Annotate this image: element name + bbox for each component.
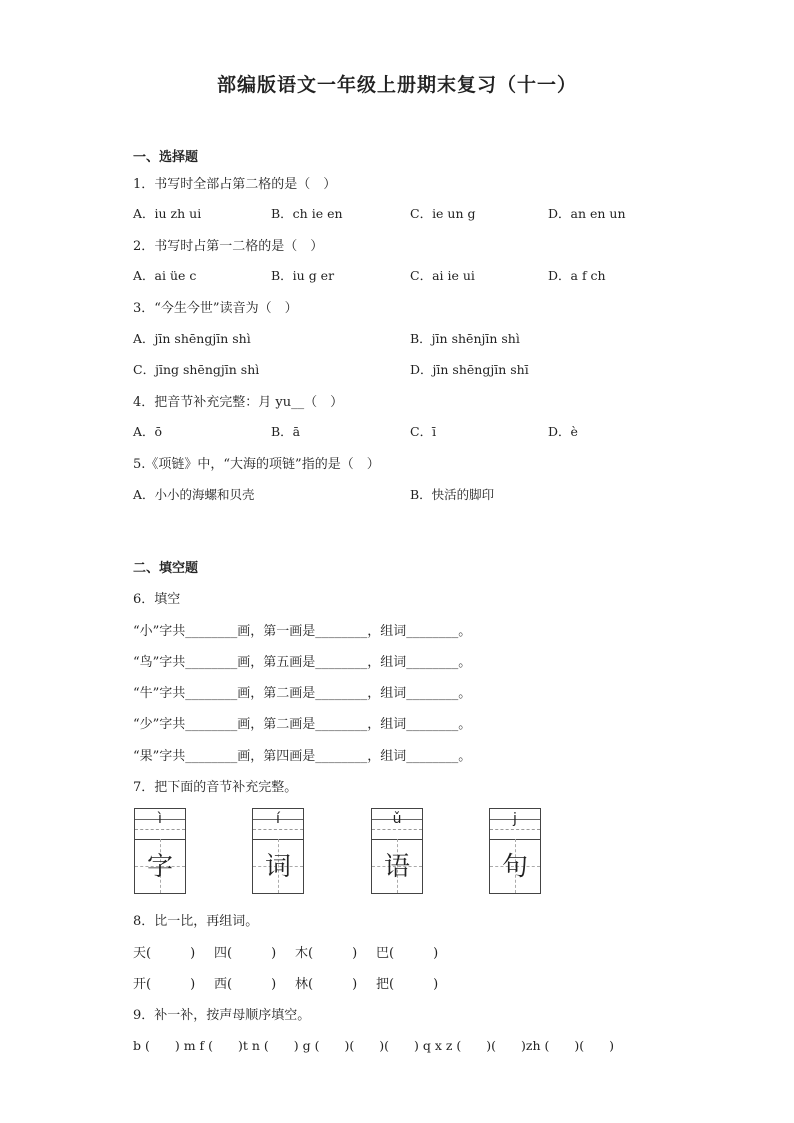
- section-heading-choice: 一、选择题: [133, 150, 199, 165]
- q4-option-b[interactable]: B．ā: [271, 424, 301, 439]
- q1-option-b[interactable]: B．ch ie en: [271, 206, 343, 221]
- pinyin-grid-4[interactable]: [489, 808, 541, 894]
- question-7-stem: 7．把下面的音节补充完整。: [133, 780, 298, 795]
- q9-fill-line[interactable]: b ( ) m f ( )t n ( ) g ( )( )( ) q x z ( )( )zh ( )( ): [133, 1038, 615, 1053]
- pinyin-grid-4-char: 句: [501, 852, 528, 882]
- q2-option-d[interactable]: D．a f ch: [548, 268, 606, 283]
- q6-line-1[interactable]: “小”字共________画，第一画是________，组词________。: [133, 624, 472, 639]
- question-5-stem: 5.《项链》中，“大海的项链”指的是（ ）: [133, 457, 380, 472]
- question-6-stem: 6．填空: [133, 592, 181, 607]
- q8-row1-item-2[interactable]: 四( ): [214, 946, 277, 961]
- q8-row1-item-3[interactable]: 木( ): [295, 946, 358, 961]
- pinyin-grid-3[interactable]: [371, 808, 423, 894]
- q8-row2-item-2[interactable]: 西( ): [214, 977, 277, 992]
- q8-row2-item-1[interactable]: 开( ): [133, 977, 196, 992]
- q2-option-a[interactable]: A．ai üe c: [133, 268, 197, 283]
- q3-option-b[interactable]: B．jīn shēnjīn shì: [410, 331, 520, 346]
- pinyin-grid-1[interactable]: [134, 808, 186, 894]
- q1-option-d[interactable]: D．an en un: [548, 206, 626, 221]
- q6-line-2[interactable]: “鸟”字共________画，第五画是________，组词________。: [133, 655, 472, 670]
- q8-row2-item-4[interactable]: 把( ): [376, 977, 439, 992]
- question-1-stem: 1．书写时全部占第二格的是（ ）: [133, 177, 337, 192]
- pinyin-grid-2[interactable]: [252, 808, 304, 894]
- q4-option-c[interactable]: C．ī: [410, 424, 437, 439]
- pinyin-grid-2-char: 词: [264, 852, 291, 882]
- q1-option-c[interactable]: C．ie un g: [410, 206, 476, 221]
- q8-row2-item-3[interactable]: 林( ): [295, 977, 358, 992]
- pinyin-grid-4-pinyin: j: [513, 811, 517, 827]
- q4-option-d[interactable]: D．è: [548, 424, 578, 439]
- q8-row1-item-1[interactable]: 天( ): [133, 946, 196, 961]
- q6-line-5[interactable]: “果”字共________画，第四画是________，组词________。: [133, 749, 472, 764]
- q2-option-b[interactable]: B．iu g er: [271, 268, 335, 283]
- section-heading-fill: 二、填空题: [133, 561, 199, 576]
- q2-option-c[interactable]: C．ai ie ui: [410, 268, 475, 283]
- pinyin-grid-1-char: 字: [146, 852, 173, 882]
- question-3-stem: 3．“今生今世”读音为（ ）: [133, 301, 298, 316]
- q8-row1-item-4[interactable]: 巴( ): [376, 946, 439, 961]
- q1-option-a[interactable]: A．iu zh ui: [133, 206, 202, 221]
- pinyin-grid-2-pinyin: í: [276, 811, 280, 827]
- q5-option-b[interactable]: B．快活的脚印: [410, 487, 495, 502]
- q3-option-c[interactable]: C．jīng shēngjīn shì: [133, 362, 260, 377]
- q5-option-a[interactable]: A．小小的海螺和贝壳: [133, 487, 255, 502]
- pinyin-grid-3-char: 语: [383, 852, 410, 882]
- q3-option-d[interactable]: D．jīn shēngjīn shī: [410, 362, 529, 377]
- question-2-stem: 2．书写时占第一二格的是（ ）: [133, 239, 324, 254]
- pinyin-grid-3-pinyin: ǔ: [392, 811, 402, 827]
- q3-option-a[interactable]: A．jīn shēngjīn shì: [133, 331, 251, 346]
- q6-line-3[interactable]: “牛”字共________画，第二画是________，组词________。: [133, 686, 472, 701]
- question-9-stem: 9．补一补，按声母顺序填空。: [133, 1008, 311, 1023]
- page-title: 部编版语文一年级上册期末复习（十一）: [216, 74, 577, 96]
- pinyin-grid-1-pinyin: ì: [158, 811, 162, 827]
- question-8-stem: 8．比一比，再组词。: [133, 914, 259, 929]
- q6-line-4[interactable]: “少”字共________画，第二画是________，组词________。: [133, 717, 472, 732]
- question-4-stem: 4．把音节补充完整：月 yu__（ ）: [133, 395, 344, 410]
- q4-option-a[interactable]: A．ō: [133, 424, 163, 439]
